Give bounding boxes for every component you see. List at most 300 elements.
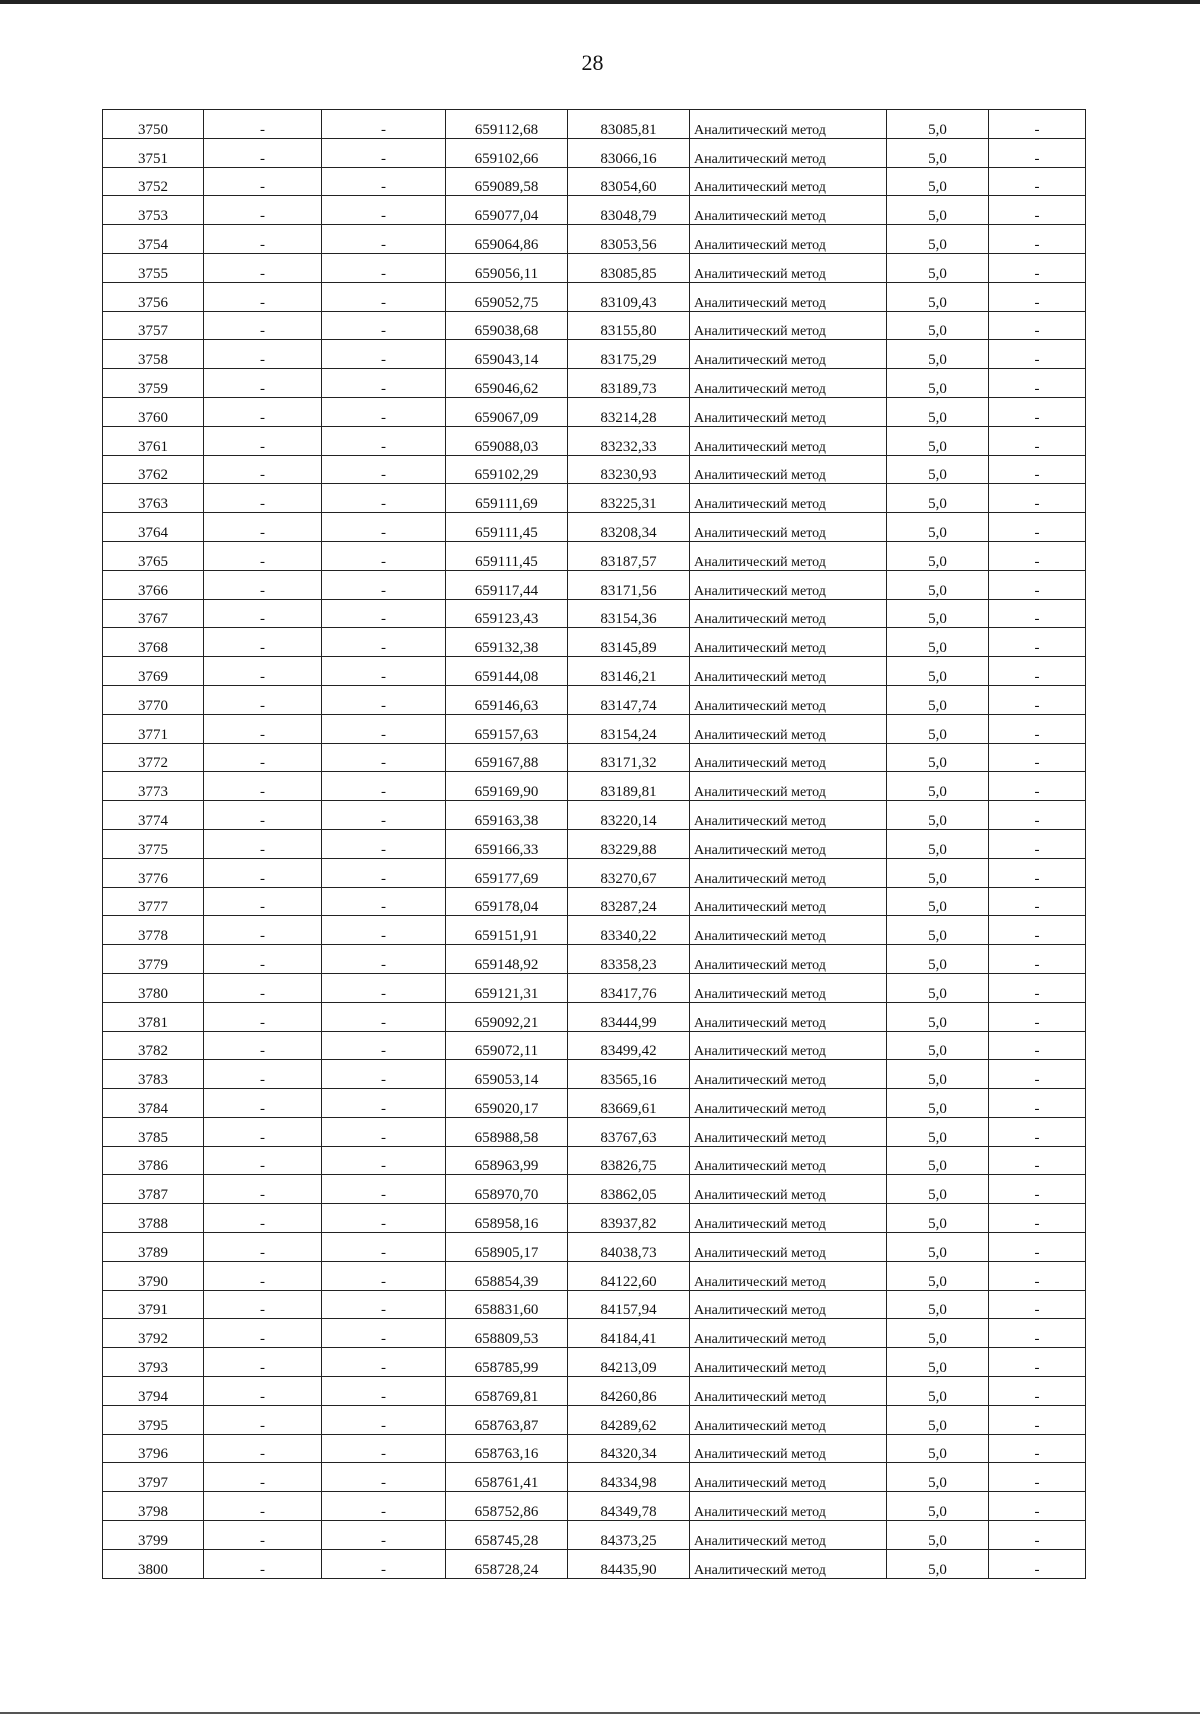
table-row <box>103 685 1086 714</box>
method-cell: Аналитический метод <box>690 685 887 714</box>
y-coordinate-cell: 83187,57 <box>568 541 690 570</box>
y-coordinate-cell: 84334,98 <box>568 1463 690 1492</box>
empty-cell-a: - <box>204 1261 322 1290</box>
table-row <box>103 1002 1086 1031</box>
x-coordinate-cell: 659089,58 <box>446 167 568 196</box>
x-coordinate-cell: 658905,17 <box>446 1233 568 1262</box>
point-number-cell: 3762 <box>103 455 204 484</box>
empty-cell-c: - <box>989 599 1086 628</box>
accuracy-cell: 5,0 <box>887 138 989 167</box>
empty-cell-a: - <box>204 1233 322 1262</box>
accuracy-cell: 5,0 <box>887 887 989 916</box>
x-coordinate-cell: 659067,09 <box>446 397 568 426</box>
empty-cell-c: - <box>989 1319 1086 1348</box>
method-cell: Аналитический метод <box>690 1463 887 1492</box>
point-number-cell: 3781 <box>103 1002 204 1031</box>
empty-cell-b: - <box>322 1521 446 1550</box>
accuracy-cell: 5,0 <box>887 570 989 599</box>
empty-cell-b: - <box>322 829 446 858</box>
y-coordinate-cell: 83270,67 <box>568 858 690 887</box>
method-cell: Аналитический метод <box>690 1377 887 1406</box>
empty-cell-c: - <box>989 225 1086 254</box>
method-cell: Аналитический метод <box>690 484 887 513</box>
accuracy-cell: 5,0 <box>887 1002 989 1031</box>
point-number-cell: 3794 <box>103 1377 204 1406</box>
y-coordinate-cell: 83229,88 <box>568 829 690 858</box>
empty-cell-b: - <box>322 397 446 426</box>
accuracy-cell: 5,0 <box>887 858 989 887</box>
empty-cell-b: - <box>322 1031 446 1060</box>
y-coordinate-cell: 83499,42 <box>568 1031 690 1060</box>
point-number-cell: 3759 <box>103 369 204 398</box>
empty-cell-a: - <box>204 225 322 254</box>
accuracy-cell: 5,0 <box>887 196 989 225</box>
empty-cell-a: - <box>204 1434 322 1463</box>
table-row <box>103 1290 1086 1319</box>
empty-cell-b: - <box>322 1405 446 1434</box>
empty-cell-b: - <box>322 570 446 599</box>
empty-cell-c: - <box>989 801 1086 830</box>
method-cell: Аналитический метод <box>690 397 887 426</box>
empty-cell-c: - <box>989 916 1086 945</box>
accuracy-cell: 5,0 <box>887 340 989 369</box>
table-row <box>103 1089 1086 1118</box>
x-coordinate-cell: 659052,75 <box>446 282 568 311</box>
empty-cell-c: - <box>989 570 1086 599</box>
y-coordinate-cell: 84435,90 <box>568 1549 690 1578</box>
method-cell: Аналитический метод <box>690 657 887 686</box>
bottom-rule <box>0 1712 1200 1714</box>
point-number-cell: 3761 <box>103 426 204 455</box>
point-number-cell: 3792 <box>103 1319 204 1348</box>
method-cell: Аналитический метод <box>690 340 887 369</box>
empty-cell-a: - <box>204 1377 322 1406</box>
empty-cell-b: - <box>322 1060 446 1089</box>
accuracy-cell: 5,0 <box>887 801 989 830</box>
empty-cell-c: - <box>989 1089 1086 1118</box>
y-coordinate-cell: 83767,63 <box>568 1117 690 1146</box>
method-cell: Аналитический метод <box>690 887 887 916</box>
method-cell: Аналитический метод <box>690 455 887 484</box>
table-row <box>103 570 1086 599</box>
point-number-cell: 3769 <box>103 657 204 686</box>
empty-cell-a: - <box>204 1463 322 1492</box>
method-cell: Аналитический метод <box>690 1060 887 1089</box>
point-number-cell: 3783 <box>103 1060 204 1089</box>
point-number-cell: 3782 <box>103 1031 204 1060</box>
table-row <box>103 1521 1086 1550</box>
point-number-cell: 3786 <box>103 1146 204 1175</box>
table-row <box>103 311 1086 340</box>
table-row <box>103 1492 1086 1521</box>
table-row <box>103 225 1086 254</box>
y-coordinate-cell: 83214,28 <box>568 397 690 426</box>
empty-cell-a: - <box>204 541 322 570</box>
empty-cell-c: - <box>989 167 1086 196</box>
accuracy-cell: 5,0 <box>887 599 989 628</box>
empty-cell-c: - <box>989 945 1086 974</box>
empty-cell-c: - <box>989 1549 1086 1578</box>
empty-cell-b: - <box>322 1434 446 1463</box>
method-cell: Аналитический метод <box>690 1549 887 1578</box>
y-coordinate-cell: 83155,80 <box>568 311 690 340</box>
empty-cell-c: - <box>989 426 1086 455</box>
table-row <box>103 628 1086 657</box>
empty-cell-a: - <box>204 657 322 686</box>
method-cell: Аналитический метод <box>690 1204 887 1233</box>
empty-cell-b: - <box>322 369 446 398</box>
accuracy-cell: 5,0 <box>887 685 989 714</box>
point-number-cell: 3800 <box>103 1549 204 1578</box>
empty-cell-c: - <box>989 1261 1086 1290</box>
empty-cell-b: - <box>322 916 446 945</box>
method-cell: Аналитический метод <box>690 801 887 830</box>
empty-cell-b: - <box>322 1463 446 1492</box>
accuracy-cell: 5,0 <box>887 513 989 542</box>
empty-cell-c: - <box>989 1492 1086 1521</box>
empty-cell-c: - <box>989 973 1086 1002</box>
x-coordinate-cell: 659132,38 <box>446 628 568 657</box>
y-coordinate-cell: 83669,61 <box>568 1089 690 1118</box>
y-coordinate-cell: 83417,76 <box>568 973 690 1002</box>
accuracy-cell: 5,0 <box>887 253 989 282</box>
y-coordinate-cell: 84260,86 <box>568 1377 690 1406</box>
method-cell: Аналитический метод <box>690 541 887 570</box>
x-coordinate-cell: 659102,66 <box>446 138 568 167</box>
method-cell: Аналитический метод <box>690 628 887 657</box>
empty-cell-b: - <box>322 973 446 1002</box>
x-coordinate-cell: 658831,60 <box>446 1290 568 1319</box>
method-cell: Аналитический метод <box>690 1002 887 1031</box>
table-row <box>103 1463 1086 1492</box>
empty-cell-c: - <box>989 1204 1086 1233</box>
accuracy-cell: 5,0 <box>887 714 989 743</box>
method-cell: Аналитический метод <box>690 973 887 1002</box>
x-coordinate-cell: 659111,69 <box>446 484 568 513</box>
empty-cell-c: - <box>989 513 1086 542</box>
empty-cell-c: - <box>989 1377 1086 1406</box>
method-cell: Аналитический метод <box>690 1261 887 1290</box>
method-cell: Аналитический метод <box>690 570 887 599</box>
empty-cell-b: - <box>322 1117 446 1146</box>
empty-cell-a: - <box>204 973 322 1002</box>
method-cell: Аналитический метод <box>690 225 887 254</box>
y-coordinate-cell: 83145,89 <box>568 628 690 657</box>
point-number-cell: 3758 <box>103 340 204 369</box>
x-coordinate-cell: 658963,99 <box>446 1146 568 1175</box>
empty-cell-a: - <box>204 1060 322 1089</box>
y-coordinate-cell: 84122,60 <box>568 1261 690 1290</box>
table-row <box>103 138 1086 167</box>
empty-cell-b: - <box>322 628 446 657</box>
empty-cell-b: - <box>322 455 446 484</box>
method-cell: Аналитический метод <box>690 369 887 398</box>
table-row <box>103 973 1086 1002</box>
table-body <box>103 110 1086 1579</box>
point-number-cell: 3780 <box>103 973 204 1002</box>
table-row <box>103 369 1086 398</box>
empty-cell-b: - <box>322 1175 446 1204</box>
accuracy-cell: 5,0 <box>887 1348 989 1377</box>
y-coordinate-cell: 83189,73 <box>568 369 690 398</box>
empty-cell-c: - <box>989 1031 1086 1060</box>
empty-cell-c: - <box>989 253 1086 282</box>
point-number-cell: 3793 <box>103 1348 204 1377</box>
empty-cell-a: - <box>204 1521 322 1550</box>
point-number-cell: 3787 <box>103 1175 204 1204</box>
empty-cell-a: - <box>204 167 322 196</box>
x-coordinate-cell: 659111,45 <box>446 541 568 570</box>
x-coordinate-cell: 659169,90 <box>446 772 568 801</box>
point-number-cell: 3773 <box>103 772 204 801</box>
empty-cell-b: - <box>322 340 446 369</box>
method-cell: Аналитический метод <box>690 167 887 196</box>
accuracy-cell: 5,0 <box>887 1146 989 1175</box>
empty-cell-b: - <box>322 1377 446 1406</box>
method-cell: Аналитический метод <box>690 829 887 858</box>
empty-cell-c: - <box>989 397 1086 426</box>
empty-cell-b: - <box>322 1089 446 1118</box>
empty-cell-c: - <box>989 110 1086 139</box>
x-coordinate-cell: 658728,24 <box>446 1549 568 1578</box>
empty-cell-c: - <box>989 1405 1086 1434</box>
y-coordinate-cell: 83066,16 <box>568 138 690 167</box>
accuracy-cell: 5,0 <box>887 743 989 772</box>
accuracy-cell: 5,0 <box>887 1549 989 1578</box>
accuracy-cell: 5,0 <box>887 1117 989 1146</box>
x-coordinate-cell: 659121,31 <box>446 973 568 1002</box>
x-coordinate-cell: 658809,53 <box>446 1319 568 1348</box>
point-number-cell: 3776 <box>103 858 204 887</box>
x-coordinate-cell: 659038,68 <box>446 311 568 340</box>
point-number-cell: 3775 <box>103 829 204 858</box>
empty-cell-c: - <box>989 484 1086 513</box>
empty-cell-b: - <box>322 1261 446 1290</box>
method-cell: Аналитический метод <box>690 1521 887 1550</box>
empty-cell-a: - <box>204 138 322 167</box>
y-coordinate-cell: 83232,33 <box>568 426 690 455</box>
empty-cell-c: - <box>989 628 1086 657</box>
empty-cell-b: - <box>322 945 446 974</box>
point-number-cell: 3751 <box>103 138 204 167</box>
table-row <box>103 887 1086 916</box>
x-coordinate-cell: 659092,21 <box>446 1002 568 1031</box>
y-coordinate-cell: 84320,34 <box>568 1434 690 1463</box>
page-number: 28 <box>581 50 604 75</box>
empty-cell-b: - <box>322 541 446 570</box>
accuracy-cell: 5,0 <box>887 945 989 974</box>
method-cell: Аналитический метод <box>690 311 887 340</box>
method-cell: Аналитический метод <box>690 282 887 311</box>
point-number-cell: 3778 <box>103 916 204 945</box>
x-coordinate-cell: 658763,16 <box>446 1434 568 1463</box>
accuracy-cell: 5,0 <box>887 829 989 858</box>
y-coordinate-cell: 83937,82 <box>568 1204 690 1233</box>
point-number-cell: 3753 <box>103 196 204 225</box>
accuracy-cell: 5,0 <box>887 455 989 484</box>
table-row <box>103 1348 1086 1377</box>
point-number-cell: 3797 <box>103 1463 204 1492</box>
x-coordinate-cell: 658761,41 <box>446 1463 568 1492</box>
empty-cell-c: - <box>989 1348 1086 1377</box>
table-row <box>103 455 1086 484</box>
x-coordinate-cell: 658958,16 <box>446 1204 568 1233</box>
y-coordinate-cell: 84184,41 <box>568 1319 690 1348</box>
empty-cell-c: - <box>989 657 1086 686</box>
empty-cell-a: - <box>204 599 322 628</box>
method-cell: Аналитический метод <box>690 426 887 455</box>
table-row <box>103 1434 1086 1463</box>
accuracy-cell: 5,0 <box>887 311 989 340</box>
empty-cell-b: - <box>322 801 446 830</box>
y-coordinate-cell: 83826,75 <box>568 1146 690 1175</box>
table-row <box>103 945 1086 974</box>
empty-cell-c: - <box>989 887 1086 916</box>
x-coordinate-cell: 659151,91 <box>446 916 568 945</box>
x-coordinate-cell: 658769,81 <box>446 1377 568 1406</box>
point-number-cell: 3752 <box>103 167 204 196</box>
empty-cell-a: - <box>204 714 322 743</box>
accuracy-cell: 5,0 <box>887 110 989 139</box>
empty-cell-b: - <box>322 887 446 916</box>
table-row <box>103 801 1086 830</box>
table-row <box>103 1060 1086 1089</box>
x-coordinate-cell: 659112,68 <box>446 110 568 139</box>
empty-cell-a: - <box>204 196 322 225</box>
empty-cell-c: - <box>989 1434 1086 1463</box>
method-cell: Аналитический метод <box>690 858 887 887</box>
accuracy-cell: 5,0 <box>887 1233 989 1262</box>
method-cell: Аналитический метод <box>690 1348 887 1377</box>
method-cell: Аналитический метод <box>690 253 887 282</box>
point-number-cell: 3779 <box>103 945 204 974</box>
empty-cell-b: - <box>322 858 446 887</box>
accuracy-cell: 5,0 <box>887 772 989 801</box>
empty-cell-a: - <box>204 397 322 426</box>
table-row <box>103 253 1086 282</box>
table-row <box>103 340 1086 369</box>
empty-cell-a: - <box>204 1204 322 1233</box>
empty-cell-b: - <box>322 1146 446 1175</box>
method-cell: Аналитический метод <box>690 916 887 945</box>
point-number-cell: 3768 <box>103 628 204 657</box>
empty-cell-a: - <box>204 513 322 542</box>
table-row <box>103 1175 1086 1204</box>
point-number-cell: 3757 <box>103 311 204 340</box>
empty-cell-a: - <box>204 253 322 282</box>
accuracy-cell: 5,0 <box>887 369 989 398</box>
empty-cell-a: - <box>204 1031 322 1060</box>
empty-cell-a: - <box>204 916 322 945</box>
y-coordinate-cell: 84373,25 <box>568 1521 690 1550</box>
table-row <box>103 1261 1086 1290</box>
point-number-cell: 3772 <box>103 743 204 772</box>
empty-cell-a: - <box>204 1175 322 1204</box>
empty-cell-a: - <box>204 743 322 772</box>
x-coordinate-cell: 658752,86 <box>446 1492 568 1521</box>
x-coordinate-cell: 659178,04 <box>446 887 568 916</box>
x-coordinate-cell: 659020,17 <box>446 1089 568 1118</box>
y-coordinate-cell: 83230,93 <box>568 455 690 484</box>
empty-cell-c: - <box>989 685 1086 714</box>
method-cell: Аналитический метод <box>690 1089 887 1118</box>
empty-cell-b: - <box>322 1549 446 1578</box>
empty-cell-b: - <box>322 138 446 167</box>
y-coordinate-cell: 83146,21 <box>568 657 690 686</box>
point-number-cell: 3750 <box>103 110 204 139</box>
x-coordinate-cell: 659167,88 <box>446 743 568 772</box>
empty-cell-c: - <box>989 1175 1086 1204</box>
y-coordinate-cell: 83085,81 <box>568 110 690 139</box>
empty-cell-a: - <box>204 110 322 139</box>
method-cell: Аналитический метод <box>690 772 887 801</box>
table-row <box>103 916 1086 945</box>
accuracy-cell: 5,0 <box>887 426 989 455</box>
y-coordinate-cell: 83220,14 <box>568 801 690 830</box>
empty-cell-c: - <box>989 1002 1086 1031</box>
x-coordinate-cell: 658854,39 <box>446 1261 568 1290</box>
empty-cell-a: - <box>204 426 322 455</box>
x-coordinate-cell: 658763,87 <box>446 1405 568 1434</box>
empty-cell-a: - <box>204 1549 322 1578</box>
empty-cell-a: - <box>204 455 322 484</box>
empty-cell-c: - <box>989 772 1086 801</box>
accuracy-cell: 5,0 <box>887 1521 989 1550</box>
empty-cell-a: - <box>204 484 322 513</box>
empty-cell-c: - <box>989 340 1086 369</box>
x-coordinate-cell: 659072,11 <box>446 1031 568 1060</box>
table-row <box>103 1319 1086 1348</box>
table-row <box>103 858 1086 887</box>
empty-cell-b: - <box>322 1348 446 1377</box>
point-number-cell: 3777 <box>103 887 204 916</box>
empty-cell-b: - <box>322 1204 446 1233</box>
method-cell: Аналитический метод <box>690 513 887 542</box>
method-cell: Аналитический метод <box>690 1405 887 1434</box>
y-coordinate-cell: 83225,31 <box>568 484 690 513</box>
method-cell: Аналитический метод <box>690 1175 887 1204</box>
y-coordinate-cell: 83208,34 <box>568 513 690 542</box>
accuracy-cell: 5,0 <box>887 1089 989 1118</box>
y-coordinate-cell: 84038,73 <box>568 1233 690 1262</box>
point-number-cell: 3766 <box>103 570 204 599</box>
empty-cell-a: - <box>204 1492 322 1521</box>
empty-cell-a: - <box>204 340 322 369</box>
accuracy-cell: 5,0 <box>887 1434 989 1463</box>
empty-cell-a: - <box>204 570 322 599</box>
x-coordinate-cell: 659088,03 <box>446 426 568 455</box>
empty-cell-b: - <box>322 685 446 714</box>
y-coordinate-cell: 83154,24 <box>568 714 690 743</box>
empty-cell-b: - <box>322 110 446 139</box>
accuracy-cell: 5,0 <box>887 282 989 311</box>
point-number-cell: 3785 <box>103 1117 204 1146</box>
empty-cell-b: - <box>322 225 446 254</box>
point-number-cell: 3784 <box>103 1089 204 1118</box>
empty-cell-a: - <box>204 1146 322 1175</box>
method-cell: Аналитический метод <box>690 1031 887 1060</box>
method-cell: Аналитический метод <box>690 1434 887 1463</box>
x-coordinate-cell: 659056,11 <box>446 253 568 282</box>
empty-cell-a: - <box>204 628 322 657</box>
method-cell: Аналитический метод <box>690 196 887 225</box>
y-coordinate-cell: 83147,74 <box>568 685 690 714</box>
empty-cell-b: - <box>322 1319 446 1348</box>
table-row <box>103 1031 1086 1060</box>
empty-cell-a: - <box>204 1089 322 1118</box>
point-number-cell: 3791 <box>103 1290 204 1319</box>
method-cell: Аналитический метод <box>690 1290 887 1319</box>
